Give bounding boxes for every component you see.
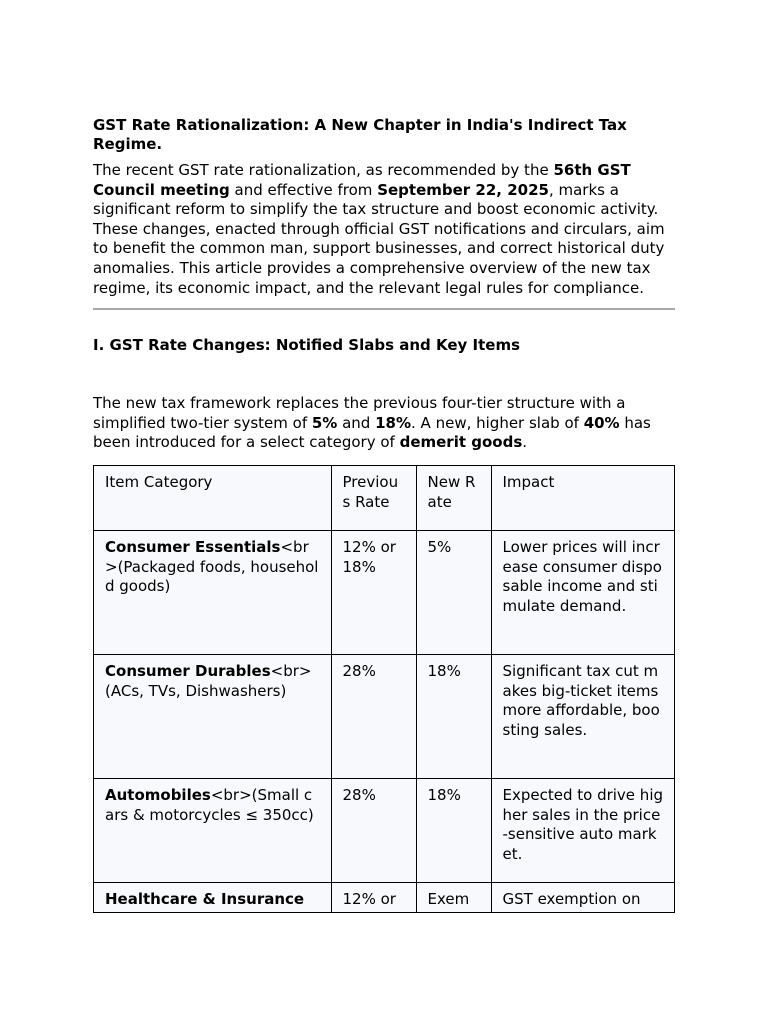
category-name: Consumer Durables <box>105 661 271 680</box>
category-cell <box>94 654 331 778</box>
header-previous-rate: Previous Rate <box>331 466 416 531</box>
new-rate-cell: 18% <box>416 654 491 778</box>
header-impact: Impact <box>491 466 674 531</box>
impact-cell: Significant tax cut makes big-ticket items more affordable, boosting sales. <box>491 654 674 778</box>
intro-council-meeting: 56th GST Council meeting <box>93 161 631 199</box>
slab-40-percent: 40% <box>583 413 620 432</box>
table-row <box>94 530 674 654</box>
rate-table-container <box>93 465 675 913</box>
section-text-2: and <box>337 413 376 432</box>
impact-cell: Expected to drive higher sales in the price-sensitive auto market. <box>491 778 674 882</box>
section-heading: I. GST Rate Changes: Notified Slabs and Key Items <box>93 336 521 355</box>
header-item-category: Item Category <box>94 466 331 531</box>
intro-text-3: , marks a significant reform to simplify the tax structure and boost economic activity. These changes, enacted through official GST notifications and circulars, aim to benefit the common man, support businesses, and correct historical duty anomalies. This article provides a comprehensive overview of the new tax regime, its economic impact, and the relevant legal rules for compliance. <box>93 180 665 297</box>
category-detail: <br>(Packaged foods, household goods) <box>105 537 319 596</box>
intro-text-2: and effective from <box>229 180 378 199</box>
demerit-goods: demerit goods <box>399 433 523 452</box>
previous-rate-cell: 12% or 18% <box>331 530 416 654</box>
section-text-5: . <box>522 433 528 452</box>
new-rate-cell: 18% <box>416 778 491 882</box>
impact-cell: Lower prices will increase consumer disposable income and stimulate demand. <box>491 530 674 654</box>
new-rate-cell: Exem <box>416 882 491 913</box>
intro-paragraph <box>93 161 675 298</box>
section-text-1: The new tax framework replaces the previous four-tier structure with a simplified two-tier system of <box>93 394 626 432</box>
table-row <box>94 778 674 882</box>
impact-cell: GST exemption on <box>491 882 674 913</box>
section-text-4: has been introduced for a select category of <box>93 413 651 452</box>
section-paragraph <box>93 394 675 453</box>
category-cell <box>94 882 331 913</box>
previous-rate-cell: 12% or <box>331 882 416 913</box>
article <box>93 116 675 913</box>
horizontal-divider <box>93 308 675 310</box>
article-title: GST Rate Rationalization: A New Chapter in India's Indirect Tax Regime. <box>93 116 627 153</box>
previous-rate-cell: 28% <box>331 654 416 778</box>
intro-effective-date: September 22, 2025 <box>377 180 549 199</box>
category-cell <box>94 778 331 882</box>
category-name: Healthcare & Insurance <box>105 889 305 908</box>
section-text-3: . A new, higher slab of <box>411 413 584 432</box>
table-row <box>94 882 674 913</box>
previous-rate-cell: 28% <box>331 778 416 882</box>
rate-table <box>94 466 674 913</box>
slab-18-percent: 18% <box>375 413 412 432</box>
new-rate-cell: 5% <box>416 530 491 654</box>
table-row <box>94 654 674 778</box>
category-detail: <br>(ACs, TVs, Dishwashers) <box>105 661 312 700</box>
category-cell <box>94 530 331 654</box>
category-detail: <br>(Small cars & motorcycles ≤ 350cc) <box>105 785 314 824</box>
header-new-rate: New Rate <box>416 466 491 531</box>
table-header-row <box>94 466 674 531</box>
category-name: Consumer Essentials <box>105 537 281 556</box>
intro-text-1: The recent GST rate rationalization, as recommended by the <box>93 161 554 179</box>
slab-5-percent: 5% <box>311 413 338 432</box>
category-name: Automobiles <box>105 785 211 804</box>
